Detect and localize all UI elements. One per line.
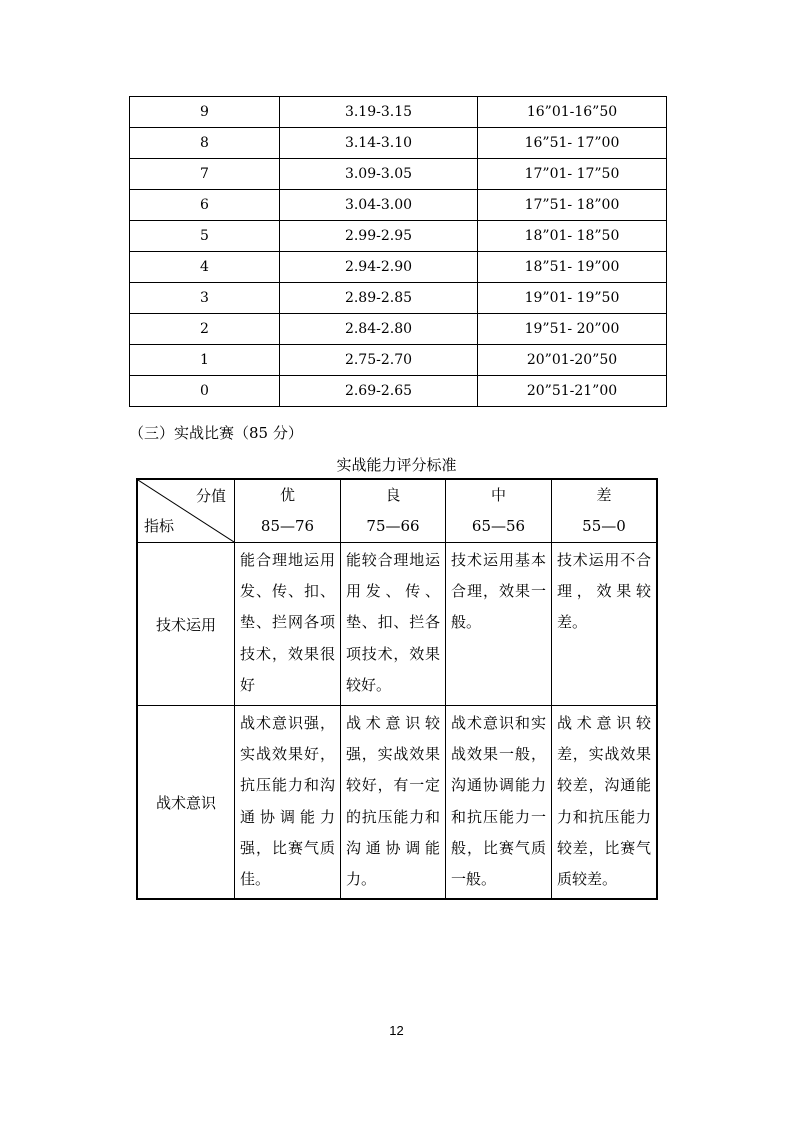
time-cell: 19”01- 19”50 bbox=[478, 283, 667, 314]
grade-header bbox=[341, 479, 446, 543]
row-label: 战术意识 bbox=[137, 706, 235, 900]
criteria-cell: 技术运用不合理，效果较差。 bbox=[552, 543, 658, 706]
grade-header bbox=[552, 479, 658, 543]
grade-range: 65—56 bbox=[471, 517, 526, 535]
time-cell: 20”51-21”00 bbox=[478, 376, 667, 407]
criteria-cell: 战术意识较强，实战效果较好，有一定的抗压能力和沟通协调能力。 bbox=[341, 706, 446, 900]
distance-cell: 3.19-3.15 bbox=[280, 97, 478, 128]
table-row bbox=[130, 376, 667, 407]
grade-name: 差 bbox=[596, 486, 612, 504]
distance-cell: 2.94-2.90 bbox=[280, 252, 478, 283]
table-row bbox=[137, 706, 657, 900]
rating-table bbox=[136, 478, 658, 900]
time-cell: 16”51- 17”00 bbox=[478, 128, 667, 159]
criteria-cell: 战术意识强，实战效果好，抗压能力和沟通协调能力强，比赛气质佳。 bbox=[235, 706, 341, 900]
criteria-cell: 能合理地运用发、传、扣、垫、拦网各项技术，效果很好 bbox=[235, 543, 341, 706]
corner-top-label: 分值 bbox=[195, 487, 226, 505]
distance-cell: 2.69-2.65 bbox=[280, 376, 478, 407]
grade-range: 85—76 bbox=[260, 517, 315, 535]
criteria-cell: 能较合理地运用发、传、垫、扣、拦各项技术，效果较好。 bbox=[341, 543, 446, 706]
section-title: （三）实战比赛（85 分） bbox=[129, 424, 303, 442]
time-cell: 19”51- 20”00 bbox=[478, 314, 667, 345]
time-cell: 17”01- 17”50 bbox=[478, 159, 667, 190]
criteria-cell: 战术意识较差，实战效果较差，沟通能力和抗压能力较差，比赛气质较差。 bbox=[552, 706, 658, 900]
grade-header bbox=[235, 479, 341, 543]
table-row bbox=[130, 283, 667, 314]
distance-cell: 3.04-3.00 bbox=[280, 190, 478, 221]
time-cell: 18”01- 18”50 bbox=[478, 221, 667, 252]
grade-range: 55—0 bbox=[582, 517, 626, 535]
score-cell: 4 bbox=[130, 252, 280, 283]
score-cell: 5 bbox=[130, 221, 280, 252]
corner-bottom-label: 指标 bbox=[144, 517, 175, 535]
distance-cell: 3.09-3.05 bbox=[280, 159, 478, 190]
score-table bbox=[129, 96, 667, 407]
criteria-cell: 战术意识和实战效果一般，沟通协调能力和抗压能力一般，比赛气质一般。 bbox=[446, 706, 552, 900]
distance-cell: 3.14-3.10 bbox=[280, 128, 478, 159]
grade-header bbox=[446, 479, 552, 543]
grade-name: 优 bbox=[279, 486, 295, 504]
table-row bbox=[137, 543, 657, 706]
row-label: 技术运用 bbox=[137, 543, 235, 706]
table-row bbox=[130, 345, 667, 376]
criteria-cell: 技术运用基本合理，效果一般。 bbox=[446, 543, 552, 706]
grade-range: 75—66 bbox=[366, 517, 420, 535]
score-cell: 2 bbox=[130, 314, 280, 345]
grade-name: 中 bbox=[490, 486, 506, 504]
table-row bbox=[130, 190, 667, 221]
table-row bbox=[130, 252, 667, 283]
time-cell: 20”01-20”50 bbox=[478, 345, 667, 376]
distance-cell: 2.89-2.85 bbox=[280, 283, 478, 314]
score-cell: 8 bbox=[130, 128, 280, 159]
table-row bbox=[130, 128, 667, 159]
corner-header bbox=[137, 479, 235, 543]
time-cell: 16”01-16”50 bbox=[478, 97, 667, 128]
score-cell: 1 bbox=[130, 345, 280, 376]
table-row bbox=[130, 159, 667, 190]
score-cell: 0 bbox=[130, 376, 280, 407]
distance-cell: 2.99-2.95 bbox=[280, 221, 478, 252]
table-caption: 实战能力评分标准 bbox=[336, 456, 457, 474]
score-cell: 6 bbox=[130, 190, 280, 221]
time-cell: 17”51- 18”00 bbox=[478, 190, 667, 221]
score-cell: 9 bbox=[130, 97, 280, 128]
table-row bbox=[130, 221, 667, 252]
grade-name: 良 bbox=[385, 486, 401, 504]
page-number: 12 bbox=[389, 1023, 404, 1038]
score-cell: 7 bbox=[130, 159, 280, 190]
distance-cell: 2.84-2.80 bbox=[280, 314, 478, 345]
table-row bbox=[130, 314, 667, 345]
table-row bbox=[130, 97, 667, 128]
time-cell: 18”51- 19”00 bbox=[478, 252, 667, 283]
distance-cell: 2.75-2.70 bbox=[280, 345, 478, 376]
score-cell: 3 bbox=[130, 283, 280, 314]
